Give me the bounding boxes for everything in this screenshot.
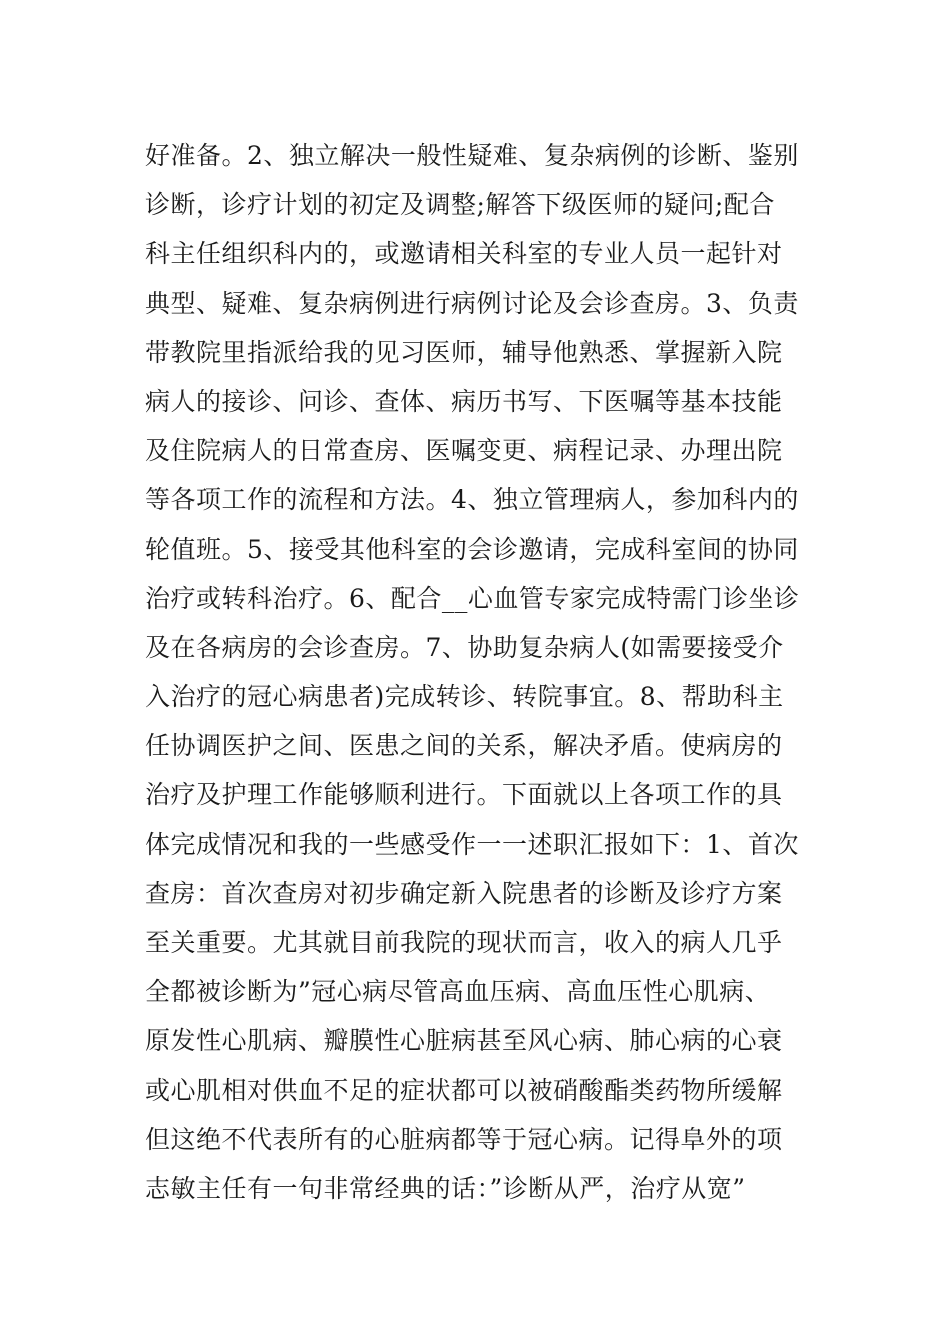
text-line: 轮值班。5、接受其他科室的会诊邀请，完成科室间的协同 [145, 534, 799, 564]
body-text [145, 131, 825, 1213]
text-line: 治疗或转科治疗。6、配合__心血管专家完成特需门诊坐诊 [145, 583, 800, 613]
text-line: 带教院里指派给我的见习医师，辅导他熟悉、掌握新入院 [145, 337, 783, 367]
text-line: 及在各病房的会诊查房。7、协助复杂病人(如需要接受介 [145, 632, 784, 662]
text-line: 或心肌相对供血不足的症状都可以被硝酸酯类药物所缓解 [145, 1075, 783, 1105]
text-line: 但这绝不代表所有的心脏病都等于冠心病。记得阜外的项 [145, 1124, 783, 1154]
text-line: 及住院病人的日常查房、医嘱变更、病程记录、办理出院 [145, 436, 783, 466]
text-line: 入治疗的冠心病患者)完成转诊、转院事宜。8、帮助科主 [145, 682, 784, 712]
text-line: 科主任组织科内的，或邀请相关科室的专业人员一起针对 [145, 239, 783, 269]
text-line: 原发性心肌病、瓣膜性心脏病甚至风心病、肺心病的心衰 [145, 1026, 783, 1056]
text-line: 治疗及护理工作能够顺利进行。下面就以上各项工作的具 [145, 780, 783, 810]
text-line: 病人的接诊、问诊、查体、病历书写、下医嘱等基本技能 [145, 386, 783, 416]
text-line: 诊断，诊疗计划的初定及调整;解答下级医师的疑问;配合 [145, 190, 775, 220]
text-line: 等各项工作的流程和方法。4、独立管理病人，参加科内的 [145, 485, 799, 515]
text-line: 典型、疑难、复杂病例进行病例讨论及会诊查房。3、负责 [145, 288, 799, 318]
text-line: 志敏主任有一句非常经典的话：”诊断从严，治疗从宽” [145, 1173, 746, 1203]
text-line: 体完成情况和我的一些感受作一一述职汇报如下：1、首次 [145, 829, 799, 859]
text-line: 查房：首次查房对初步确定新入院患者的诊断及诊疗方案 [145, 878, 783, 908]
text-line: 任协调医护之间、医患之间的关系，解决矛盾。使病房的 [145, 731, 783, 761]
text-line: 好准备。2、独立解决一般性疑难、复杂病例的诊断、鉴别 [145, 141, 799, 170]
text-line: 至关重要。尤其就目前我院的现状而言，收入的病人几乎 [145, 928, 783, 957]
text-line: 全都被诊断为”冠心病尽管高血压病、高血压性心肌病、 [145, 977, 771, 1007]
